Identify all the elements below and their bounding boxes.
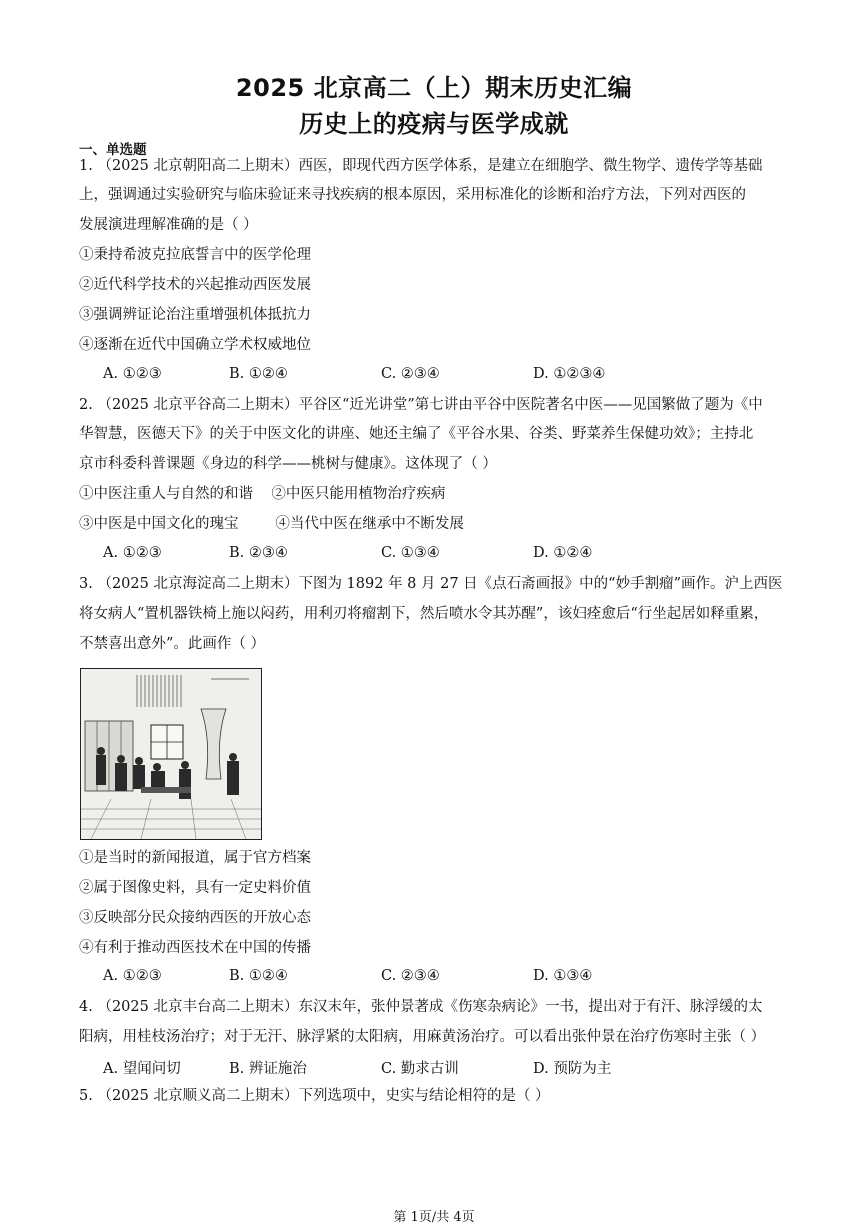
q1-item: ①秉持希波克拉底誓言中的医学伦理 [79,247,311,263]
q2-option-d[interactable]: D. ①②④ [533,545,593,561]
q1-item: ②近代科学技术的兴起推动西医发展 [79,277,311,293]
page-footer: 第 1页/共 4页 [393,1210,475,1225]
q2-option-c[interactable]: C. ①③④ [381,545,440,561]
q1-stem-line: 1. （2025 北京朝阳高二上期末）西医，即现代西方医学体系，是建立在细胞学、微生物学、遗传学等基础 [79,158,763,174]
q1-options [79,366,799,388]
section-heading: 一、单选题 [79,142,147,158]
q4-option-a[interactable]: A. 望闻问切 [103,1061,181,1077]
q3-option-a[interactable]: A. ①②③ [103,968,162,984]
q1-item: ④逐渐在近代中国确立学术权威地位 [79,337,311,353]
q3-item: ③反映部分民众接纳西医的开放心态 [79,910,311,926]
q2-options [79,545,799,567]
q4-stem-line: 4. （2025 北京丰台高二上期末）东汉末年，张仲景著成《伤寒杂病论》一书，提出对于有汗、脉浮缓的太 [79,999,763,1015]
q4-option-b[interactable]: B. 辨证施治 [229,1061,307,1077]
q1-option-a[interactable]: A. ①②③ [103,366,162,382]
q2-stem-line: 华智慧，医德天下》的关于中医文化的讲座、她还主编了《平谷水果、谷类、野菜养生保健功效》；主持北 [79,426,754,442]
q1-stem-line: 发展演进理解准确的是（ ） [79,217,258,233]
q1-stem-line: 上，强调通过实验研究与临床验证来寻找疾病的根本原因，采用标准化的诊断和治疗方法，下列对西医的 [79,187,746,203]
q2-option-a[interactable]: A. ①②③ [103,545,162,561]
q3-option-c[interactable]: C. ②③④ [381,968,440,984]
q4-stem-line: 阳病，用桂枝汤治疗；对于无汗、脉浮紧的太阳病，用麻黄汤治疗。可以看出张仲景在治疗伤寒时主张（ ） [79,1029,766,1045]
q2-stem-line: 京市科委科普课题《身边的科学——桃树与健康》。这体现了（ ） [79,456,497,472]
q4-options [79,1057,799,1079]
page-title-line1: 2025 北京高二（上）期末历史汇编 [235,74,633,102]
q3-item: ④有利于推动西医技术在中国的传播 [79,940,311,956]
q1-option-c[interactable]: C. ②③④ [381,366,440,382]
q3-item: ①是当时的新闻报道，属于官方档案 [79,850,311,866]
page-title-line2: 历史上的疫病与医学成就 [299,110,569,138]
q3-stem-line: 将女病人“置机器铁椅上施以闷药，用利刃将瘤割下，然后喷水令其苏醒”，该妇痊愈后“行坐起居如释重累， [79,606,769,622]
q1-option-d[interactable]: D. ①②③④ [533,366,606,382]
q4-option-d[interactable]: D. 预防为主 [533,1061,612,1077]
q3-options [79,968,799,990]
q1-item: ③强调辨证论治注重增强机体抵抗力 [79,307,311,323]
q3-stem-line: 3. （2025 北京海淀高二上期末）下图为 1892 年 8 月 27 日《点石斋画报》中的“妙手割瘤”画作。沪上西医 [79,576,783,592]
q2-stem-line: 2. （2025 北京平谷高二上期末）平谷区“近光讲堂”第七讲由平谷中医院著名中医——见国繁做了题为《中 [79,397,763,413]
q3-option-d[interactable]: D. ①③④ [533,968,593,984]
q1-option-b[interactable]: B. ①②④ [229,366,288,382]
q2-item: ③中医是中国文化的瑰宝 ④当代中医在继承中不断发展 [79,516,464,532]
q2-option-b[interactable]: B. ②③④ [229,545,288,561]
q3-stem-line: 不禁喜出意外”。此画作（ ） [79,636,266,652]
q4-option-c[interactable]: C. 勤求古训 [381,1061,459,1077]
q3-option-b[interactable]: B. ①②④ [229,968,288,984]
q5-stem-line: 5. （2025 北京顺义高二上期末）下列选项中，史实与结论相符的是（ ） [79,1088,550,1104]
q3-item: ②属于图像史料，具有一定史料价值 [79,880,311,896]
historical-engraving-image [80,668,262,840]
q2-item: ①中医注重人与自然的和谐 ②中医只能用植物治疗疾病 [79,486,446,502]
